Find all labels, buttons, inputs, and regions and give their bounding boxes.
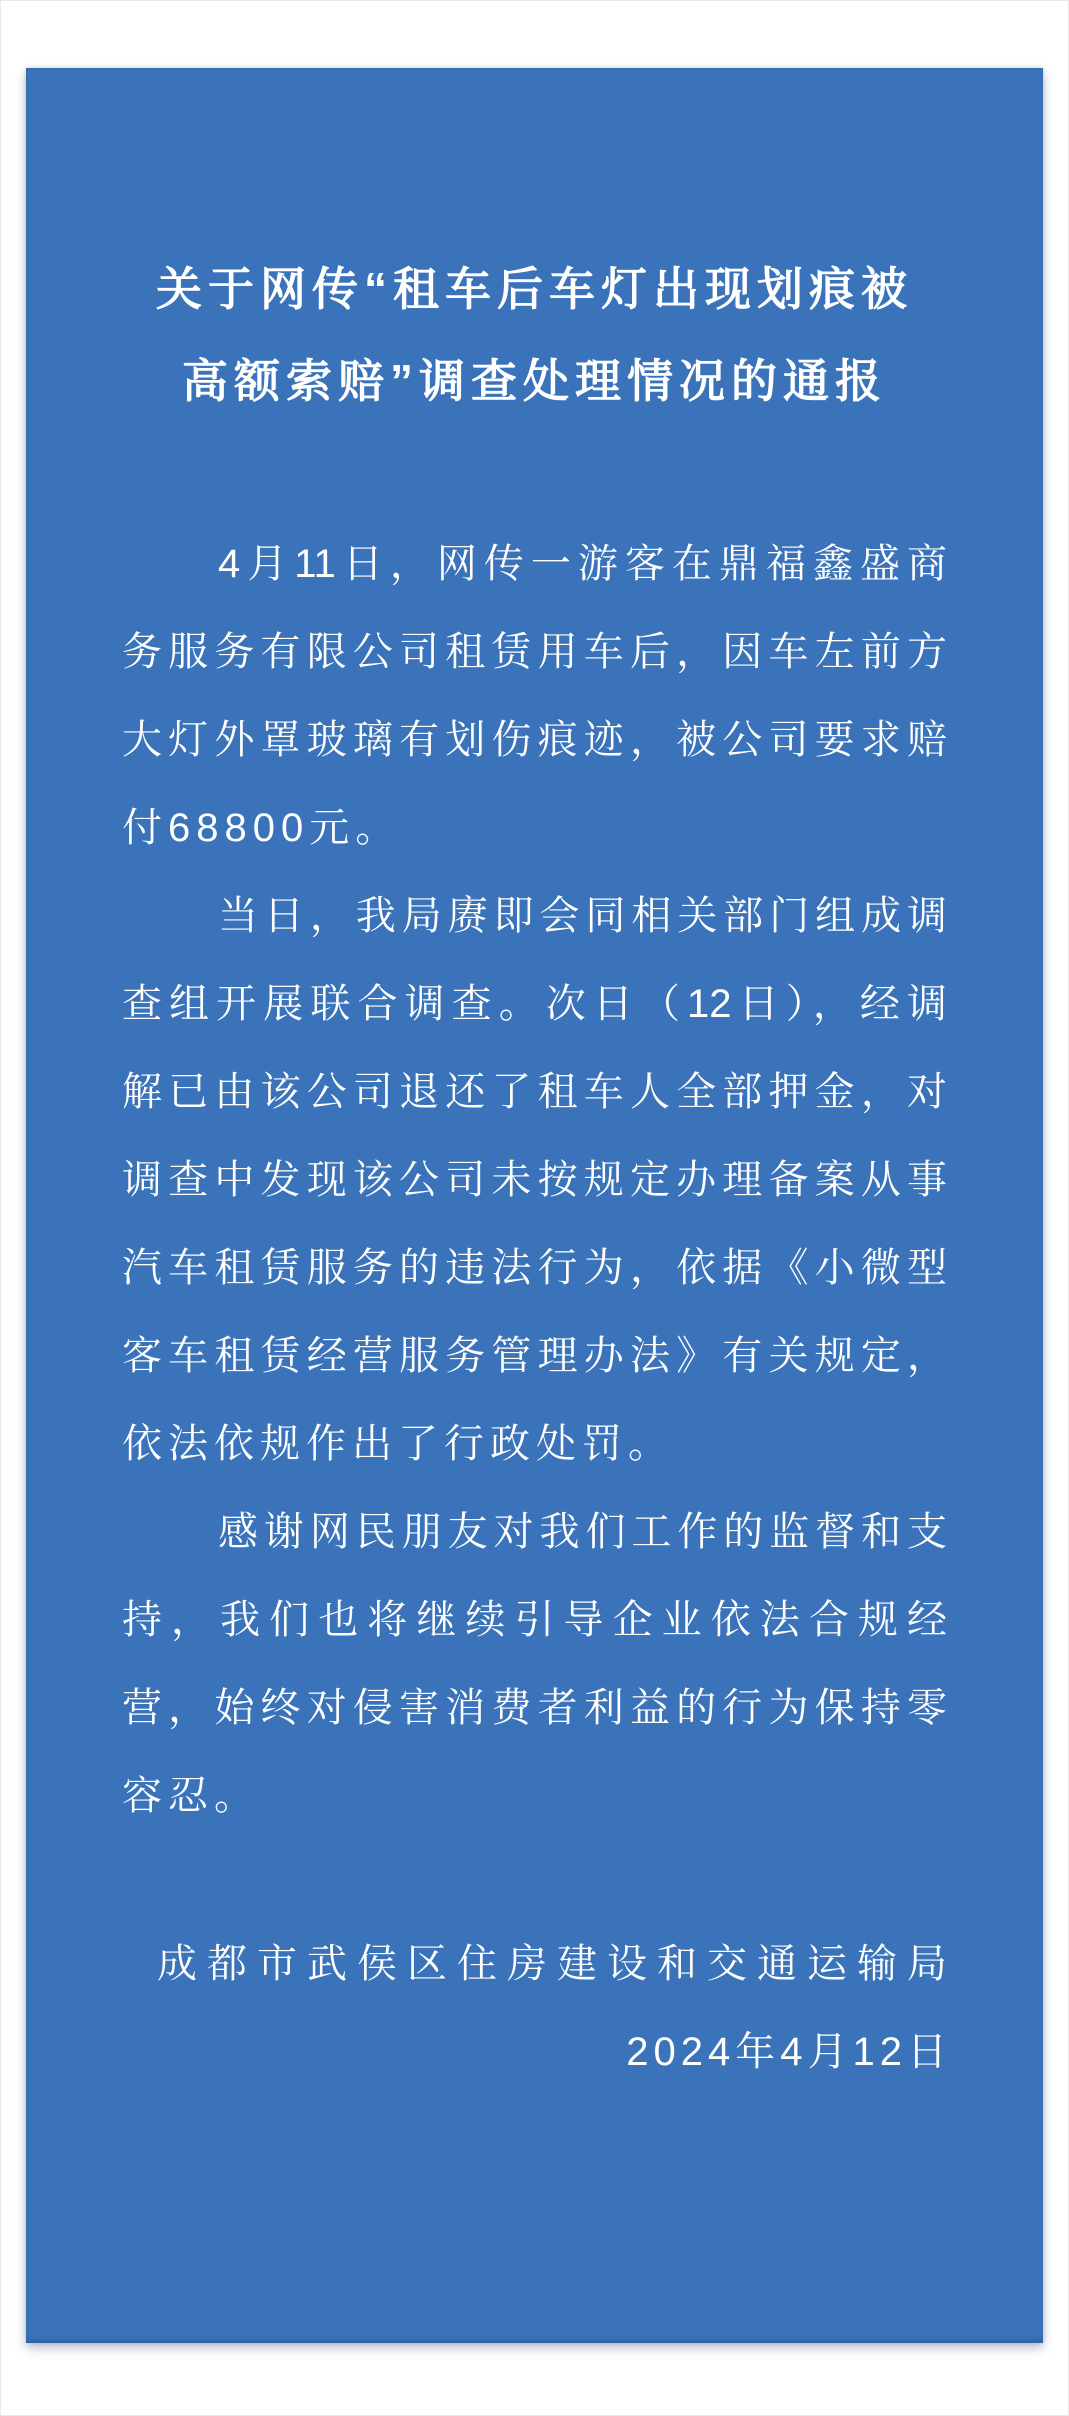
body-line: 依法依规作出了行政处罚。: [122, 1422, 674, 1466]
notice-card: [26, 68, 1043, 2343]
body-line: 大灯外罩玻璃有划伤痕迹，被公司要求赔: [122, 718, 947, 762]
body-line: 查组开展联合调查。次日（12日），经调: [122, 982, 947, 1026]
notice-title: [122, 243, 947, 427]
body-line: 解已由该公司退还了租车人全部押金，对: [122, 1070, 947, 1114]
body-line: 营，始终对侵害消费者利益的行为保持零: [122, 1686, 947, 1730]
body-line: 感谢网民朋友对我们工作的监督和支: [218, 1510, 947, 1554]
body-line: 汽车租赁服务的违法行为，依据《小微型: [122, 1246, 947, 1290]
body-line: 务服务有限公司租赁用车后，因车左前方: [122, 630, 947, 674]
notice-body: [122, 520, 947, 1840]
issuing-authority: 成都市武侯区住房建设和交通运输局: [157, 1942, 957, 1986]
body-line: 客车租赁经营服务管理办法》有关规定，: [122, 1334, 947, 1378]
paragraph-2: [122, 872, 947, 1488]
issue-date: 2024年4月12日: [626, 2030, 952, 2074]
body-line: 4月11日，网传一游客在鼎福鑫盛商: [218, 542, 947, 586]
body-line: 持，我们也将继续引导企业依法合规经: [122, 1598, 947, 1642]
body-line: 当日，我局赓即会同相关部门组成调: [218, 894, 947, 938]
paragraph-1: [122, 520, 947, 872]
title-line-1: 关于网传“租车后车灯出现划痕被: [156, 263, 913, 315]
body-line: 容忍。: [122, 1774, 260, 1818]
title-line-2: 高额索赔”调查处理情况的通报: [182, 355, 887, 407]
signature-block: [122, 1920, 957, 2096]
body-line: 调查中发现该公司未按规定办理备案从事: [122, 1158, 947, 1202]
body-line: 付68800元。: [122, 806, 402, 850]
paragraph-3: [122, 1488, 947, 1840]
